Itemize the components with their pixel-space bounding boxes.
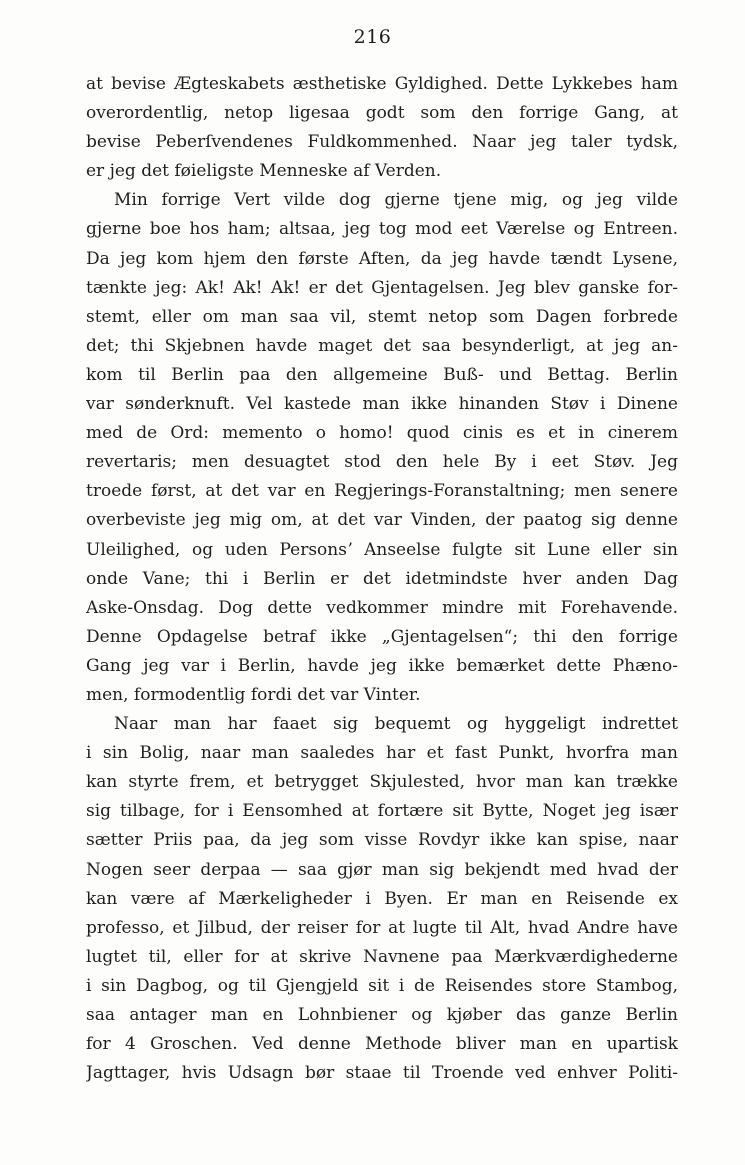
text-line: sætter Priis paa, da jeg som visse Rovdyr ikke kan spise, naar xyxy=(86,830,678,851)
text-line: i sin Dagbog, og til Gjengjeld sit i de Reisendes store Stambog, xyxy=(86,975,678,996)
text-line: det; thi Skjebnen havde maget det saa besynderligt, at jeg an- xyxy=(86,335,678,356)
text-line: med de Ord: memento o homo! quod cinis es et in cinerem xyxy=(86,423,678,444)
body-text xyxy=(86,70,678,1088)
text-line: sig tilbage, for i Eensomhed at fortære sit Bytte, Noget jeg især xyxy=(86,801,678,822)
text-line: gjerne boe hos ham; altsaa, jeg tog mod eet Værelse og Entreen. xyxy=(86,219,678,240)
text-line: Uleilighed, og uden Personsʼ Anseelse fulgte sit Lune eller sin xyxy=(86,539,678,560)
text-line: Aske-Onsdag. Dog dette vedkommer mindre mit Forehavende. xyxy=(86,597,678,618)
text-line: kom til Berlin paa den allgemeine Buß- und Bettag. Berlin xyxy=(86,364,678,385)
text-line: Naar man har faaet sig bequemt og hyggeligt indrettet xyxy=(114,714,678,735)
text-line: Denne Opdagelse betraf ikke „Gjentagelsen“; thi den forrige xyxy=(86,626,678,647)
text-line: Jagttager, hvis Udsagn bør staae til Troende ved enhver Politi- xyxy=(86,1063,678,1084)
text-line: bevise Peberſvendenes Fuldkommenhed. Naar jeg taler tydsk, xyxy=(86,132,678,153)
text-line: er jeg det føieligste Menneske af Verden. xyxy=(86,161,442,182)
page-number: 216 xyxy=(353,26,392,48)
text-line: lugtet til, eller for at skrive Navnene paa Mærkværdighederne xyxy=(86,946,678,967)
text-line: for 4 Groschen. Ved denne Methode bliver man en upartisk xyxy=(86,1034,678,1055)
text-line: Gang jeg var i Berlin, havde jeg ikke bemærket dette Phæno- xyxy=(86,655,678,676)
text-line: var sønderknuft. Vel kastede man ikke hinanden Støv i Dinene xyxy=(86,394,678,415)
text-line: i sin Bolig, naar man saaledes har et fast Punkt, hvorfra man xyxy=(86,743,678,764)
text-line: at bevise Ægteskabets æsthetiske Gyldighed. Dette Lykkebes ham xyxy=(86,74,678,94)
text-line: overordentlig, netop ligesaa godt som den forrige Gang, at xyxy=(86,103,678,124)
text-line: stemt, eller om man saa vil, stemt netop som Dagen forbrede xyxy=(86,306,678,327)
text-line: onde Vane; thi i Berlin er det idetmindste hver anden Dag xyxy=(86,568,678,589)
text-line: troede først, at det var en Regjerings-Foranstaltning; men senere xyxy=(86,481,678,502)
text-line: Min forrige Vert vilde dog gjerne tjene mig, og jeg vilde xyxy=(114,190,678,211)
text-line: overbeviste jeg mig om, at det var Vinden, der paatog sig denne xyxy=(86,510,678,531)
text-line: Nogen seer derpaa — saa gjør man sig bekjendt med hvad der xyxy=(86,859,678,880)
text-line: tænkte jeg: Ak! Ak! Ak! er det Gjentagelsen. Jeg blev ganske for- xyxy=(86,277,678,298)
text-line: saa antager man en Lohnbiener og kjøber das ganze Berlin xyxy=(86,1005,678,1025)
text-line: professo, et Jilbud, der reiser for at lugte til Alt, hvad Andre have xyxy=(86,917,678,938)
text-line: kan styrte frem, et betrygget Skjulested, hvor man kan trække xyxy=(86,772,678,793)
text-line: revertaris; men desuagtet stod den hele By i eet Støv. Jeg xyxy=(86,452,678,473)
text-line: kan være af Mærkeligheder i Byen. Er man en Reisende ex xyxy=(86,888,678,909)
text-line: Da jeg kom hjem den første Aften, da jeg havde tændt Lysene, xyxy=(86,248,678,269)
text-line: men, formodentlig fordi det var Vinter. xyxy=(86,684,421,705)
